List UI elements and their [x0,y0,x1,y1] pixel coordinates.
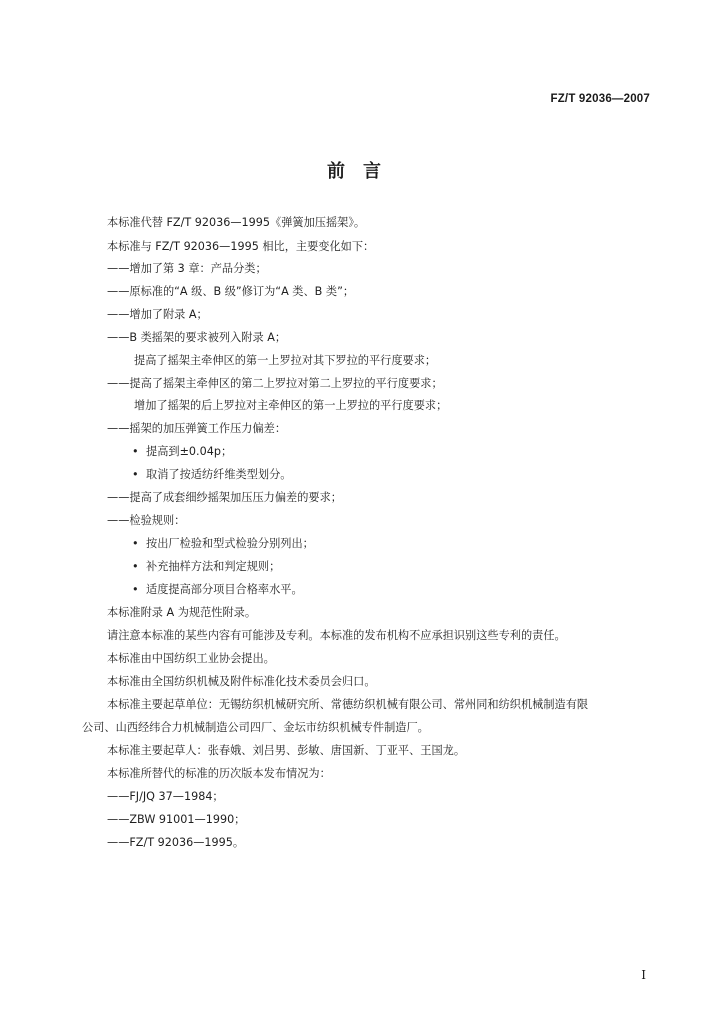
list-item: ——FJ/JQ 37—1984； [107,790,224,803]
bullet-icon: • [132,560,139,573]
bullet-item [132,583,303,597]
text-line: 本标准由中国纺织工业协会提出。 [107,652,275,665]
text-line: 提高了摇架主牵伸区的第一上罗拉对其下罗拉的平行度要求； [134,354,437,367]
bullet-text: 取消了按适纺纤维类型划分。 [146,468,292,481]
list-item: ——B 类摇架的要求被列入附录 A； [107,331,287,344]
text-line: 本标准主要起草人：张春娥、刘吕男、彭敏、唐国新、丁亚平、王国龙。 [107,744,466,757]
bullet-text: 按出厂检验和型式检验分别列出； [146,537,314,550]
bullet-icon: • [132,583,139,596]
list-item: ——提高了摇架主牵伸区的第二上罗拉对第二上罗拉的平行度要求； [107,377,443,390]
list-item: ——摇架的加压弹簧工作压力偏差： [107,422,287,435]
list-item: ——FZ/T 92036—1995。 [107,836,245,849]
text-line: 本标准与 FZ/T 92036—1995 相比，主要变化如下： [107,240,375,253]
bullet-icon: • [132,537,139,550]
text-line: 本标准代替 FZ/T 92036—1995《弹簧加压摇架》。 [107,216,366,229]
page-title: 前 言 [327,161,381,182]
text-line: 本标准附录 A 为规范性附录。 [107,606,257,619]
bullet-item [132,468,291,482]
text-line: 公司、山西经纬合力机械制造公司四厂、金坛市纺织机械专件制造厂。 [82,721,429,734]
bullet-icon: • [132,468,139,481]
bullet-text: 提高到±0.04p； [146,445,233,458]
page-number: I [641,968,646,982]
standard-code: FZ/T 92036—2007 [550,93,650,105]
text-line: 请注意本标准的某些内容有可能涉及专利。本标准的发布机构不应承担识别这些专利的责任。 [107,629,566,642]
list-item: ——增加了附录 A； [107,308,208,321]
bullet-text: 适度提高部分项目合格率水平。 [146,583,303,596]
list-item: ——ZBW 91001—1990； [107,813,246,826]
bullet-text: 补充抽样方法和判定规则； [146,560,281,573]
bullet-icon: • [132,445,139,458]
text-line: 本标准主要起草单位：无锡纺织机械研究所、常德纺织机械有限公司、常州同和纺织机械制造有限 [107,698,589,711]
list-item: ——原标准的“A 级、B 级”修订为“A 类、B 类”； [107,285,355,298]
bullet-item [132,560,280,574]
list-item: ——检验规则： [107,514,186,527]
text-line: 本标准所替代的标准的历次版本发布情况为： [107,767,331,780]
bullet-item [132,537,314,551]
list-item: ——增加了第 3 章：产品分类； [107,262,267,275]
text-line: 本标准由全国纺织机械及附件标准化技术委员会归口。 [107,675,376,688]
text-line: 增加了摇架的后上罗拉对主牵伸区的第一上罗拉的平行度要求； [134,399,448,412]
list-item: ——提高了成套细纱摇架加压压力偏差的要求； [107,491,342,504]
bullet-item [132,445,232,459]
